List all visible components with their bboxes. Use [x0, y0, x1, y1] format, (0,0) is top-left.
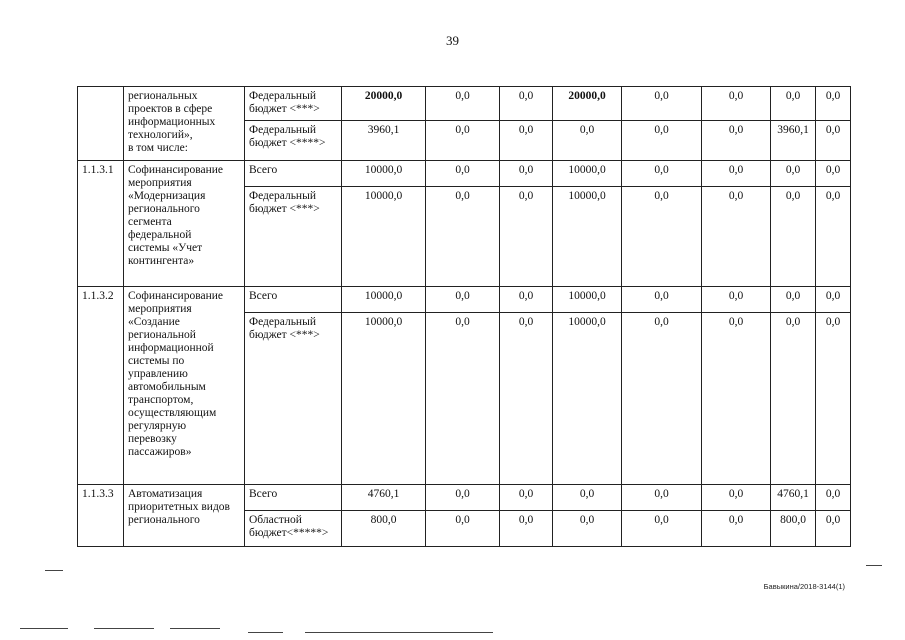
- item-name-line: осуществляющим: [128, 407, 217, 419]
- funding-source: [245, 161, 342, 187]
- funding-source: [245, 187, 342, 287]
- item-name-line: регионального: [128, 514, 200, 526]
- item-name-line: пассажиров»: [128, 446, 192, 458]
- item-name-line: транспортом,: [128, 394, 194, 406]
- table-row: [78, 161, 851, 187]
- amount-cell: 0,0: [816, 485, 851, 511]
- amount-cell: 10000,0: [342, 187, 426, 287]
- amount-cell: 0,0: [622, 161, 702, 187]
- item-code: 1.1.3.2: [78, 287, 124, 485]
- table-row: [78, 287, 851, 313]
- amount-cell: 0,0: [702, 485, 771, 511]
- amount-cell: 0,0: [816, 287, 851, 313]
- amount-cell: 0,0: [816, 161, 851, 187]
- amount-cell: 800,0: [771, 511, 816, 547]
- funding-source: [245, 485, 342, 511]
- item-name-line: региональных: [128, 90, 198, 102]
- amount-cell: 0,0: [426, 313, 500, 485]
- item-name-line: системы по: [128, 355, 185, 367]
- item-name-line: автомобильным: [128, 381, 206, 393]
- amount-cell: 3960,1: [771, 121, 816, 161]
- amount-cell: 0,0: [553, 511, 622, 547]
- item-name-line: Автоматизация: [128, 488, 203, 500]
- item-name-line: мероприятия: [128, 177, 192, 189]
- amount-cell: 10000,0: [342, 287, 426, 313]
- amount-cell: 0,0: [816, 511, 851, 547]
- funding-source-line: бюджет<*****>: [249, 527, 329, 539]
- amount-cell: 0,0: [622, 313, 702, 485]
- amount-cell: 0,0: [771, 87, 816, 121]
- document-footer-code: Бавыкина/2018-3144(1): [763, 582, 845, 591]
- amount-cell: 4760,1: [771, 485, 816, 511]
- amount-cell: 0,0: [622, 485, 702, 511]
- item-name-line: информационной: [128, 342, 214, 354]
- amount-cell: 0,0: [702, 187, 771, 287]
- scan-mark: [45, 570, 63, 571]
- amount-cell: 0,0: [500, 485, 553, 511]
- item-name-line: проектов в сфере: [128, 103, 213, 115]
- funding-source-line: бюджет <****>: [249, 137, 326, 149]
- amount-cell: 0,0: [816, 187, 851, 287]
- amount-cell: 20000,0: [342, 87, 426, 121]
- item-name-line: региональной: [128, 329, 196, 341]
- amount-cell: 10000,0: [553, 287, 622, 313]
- amount-cell: 0,0: [771, 161, 816, 187]
- amount-cell: 0,0: [702, 511, 771, 547]
- amount-cell: 10000,0: [553, 313, 622, 485]
- funding-source-line: Федеральный: [249, 316, 316, 328]
- budget-table: [77, 86, 851, 547]
- amount-cell: 0,0: [426, 511, 500, 547]
- item-name-line: управлению: [128, 368, 188, 380]
- item-name-line: регулярную: [128, 420, 187, 432]
- item-name-line: перевозку: [128, 433, 177, 445]
- amount-cell: 0,0: [500, 511, 553, 547]
- amount-cell: 0,0: [500, 161, 553, 187]
- scan-mark: [170, 628, 220, 629]
- amount-cell: 10000,0: [553, 161, 622, 187]
- item-name-line: «Создание: [128, 316, 180, 328]
- funding-source-line: Областной: [249, 514, 302, 526]
- funding-source-line: Всего: [249, 164, 278, 176]
- funding-source-line: бюджет <***>: [249, 103, 320, 115]
- amount-cell: 0,0: [500, 187, 553, 287]
- amount-cell: 0,0: [816, 313, 851, 485]
- item-name-line: Софинансирование: [128, 164, 223, 176]
- scan-mark: [20, 628, 68, 629]
- amount-cell: 0,0: [622, 187, 702, 287]
- item-name-line: мероприятия: [128, 303, 192, 315]
- amount-cell: 0,0: [702, 287, 771, 313]
- item-name-line: федеральной: [128, 229, 192, 241]
- item-name-line: сегмента: [128, 216, 172, 228]
- amount-cell: 0,0: [702, 121, 771, 161]
- amount-cell: 0,0: [426, 287, 500, 313]
- funding-source-line: Всего: [249, 488, 278, 500]
- item-name-line: Софинансирование: [128, 290, 223, 302]
- item-code: [78, 87, 124, 161]
- amount-cell: 0,0: [500, 87, 553, 121]
- amount-cell: 0,0: [702, 87, 771, 121]
- amount-cell: 0,0: [426, 87, 500, 121]
- item-name-line: системы «Учет: [128, 242, 203, 254]
- scan-mark: [866, 565, 882, 566]
- item-name: [124, 485, 245, 547]
- amount-cell: 0,0: [500, 313, 553, 485]
- funding-source: [245, 313, 342, 485]
- amount-cell: 10000,0: [553, 187, 622, 287]
- amount-cell: 10000,0: [342, 161, 426, 187]
- table-row: [78, 485, 851, 511]
- page-number: 39: [446, 33, 459, 48]
- amount-cell: 0,0: [622, 511, 702, 547]
- amount-cell: 800,0: [342, 511, 426, 547]
- amount-cell: 3960,1: [342, 121, 426, 161]
- item-name: [124, 87, 245, 161]
- amount-cell: 0,0: [426, 161, 500, 187]
- item-name-line: в том числе:: [128, 142, 188, 154]
- item-name-line: технологий»,: [128, 129, 193, 141]
- amount-cell: 0,0: [622, 87, 702, 121]
- amount-cell: 0,0: [771, 313, 816, 485]
- amount-cell: 0,0: [553, 121, 622, 161]
- table-row: [78, 87, 851, 121]
- amount-cell: 0,0: [702, 161, 771, 187]
- amount-cell: 0,0: [426, 485, 500, 511]
- scan-mark: [94, 628, 154, 629]
- amount-cell: 0,0: [426, 121, 500, 161]
- amount-cell: 0,0: [500, 287, 553, 313]
- item-name: [124, 287, 245, 485]
- item-name-line: информационных: [128, 116, 216, 128]
- amount-cell: 20000,0: [553, 87, 622, 121]
- item-code: 1.1.3.3: [78, 485, 124, 547]
- scan-mark: [248, 632, 283, 633]
- item-name: [124, 161, 245, 287]
- funding-source-line: Федеральный: [249, 90, 316, 102]
- amount-cell: 0,0: [771, 287, 816, 313]
- funding-source-line: Федеральный: [249, 190, 316, 202]
- funding-source: [245, 121, 342, 161]
- amount-cell: 0,0: [771, 187, 816, 287]
- item-name-line: регионального: [128, 203, 200, 215]
- amount-cell: 0,0: [816, 87, 851, 121]
- funding-source-line: Федеральный: [249, 124, 316, 136]
- item-name-line: «Модернизация: [128, 190, 206, 202]
- funding-source: [245, 87, 342, 121]
- amount-cell: 0,0: [622, 287, 702, 313]
- item-code: 1.1.3.1: [78, 161, 124, 287]
- amount-cell: 4760,1: [342, 485, 426, 511]
- amount-cell: 0,0: [622, 121, 702, 161]
- amount-cell: 0,0: [553, 485, 622, 511]
- funding-source: [245, 287, 342, 313]
- amount-cell: 0,0: [702, 313, 771, 485]
- funding-source-line: бюджет <***>: [249, 329, 320, 341]
- amount-cell: 0,0: [500, 121, 553, 161]
- item-name-line: приоритетных видов: [128, 501, 230, 513]
- funding-source-line: бюджет <***>: [249, 203, 320, 215]
- amount-cell: 0,0: [426, 187, 500, 287]
- scan-mark: [305, 632, 493, 633]
- item-name-line: контингента»: [128, 255, 195, 267]
- amount-cell: 0,0: [816, 121, 851, 161]
- funding-source-line: Всего: [249, 290, 278, 302]
- funding-source: [245, 511, 342, 547]
- amount-cell: 10000,0: [342, 313, 426, 485]
